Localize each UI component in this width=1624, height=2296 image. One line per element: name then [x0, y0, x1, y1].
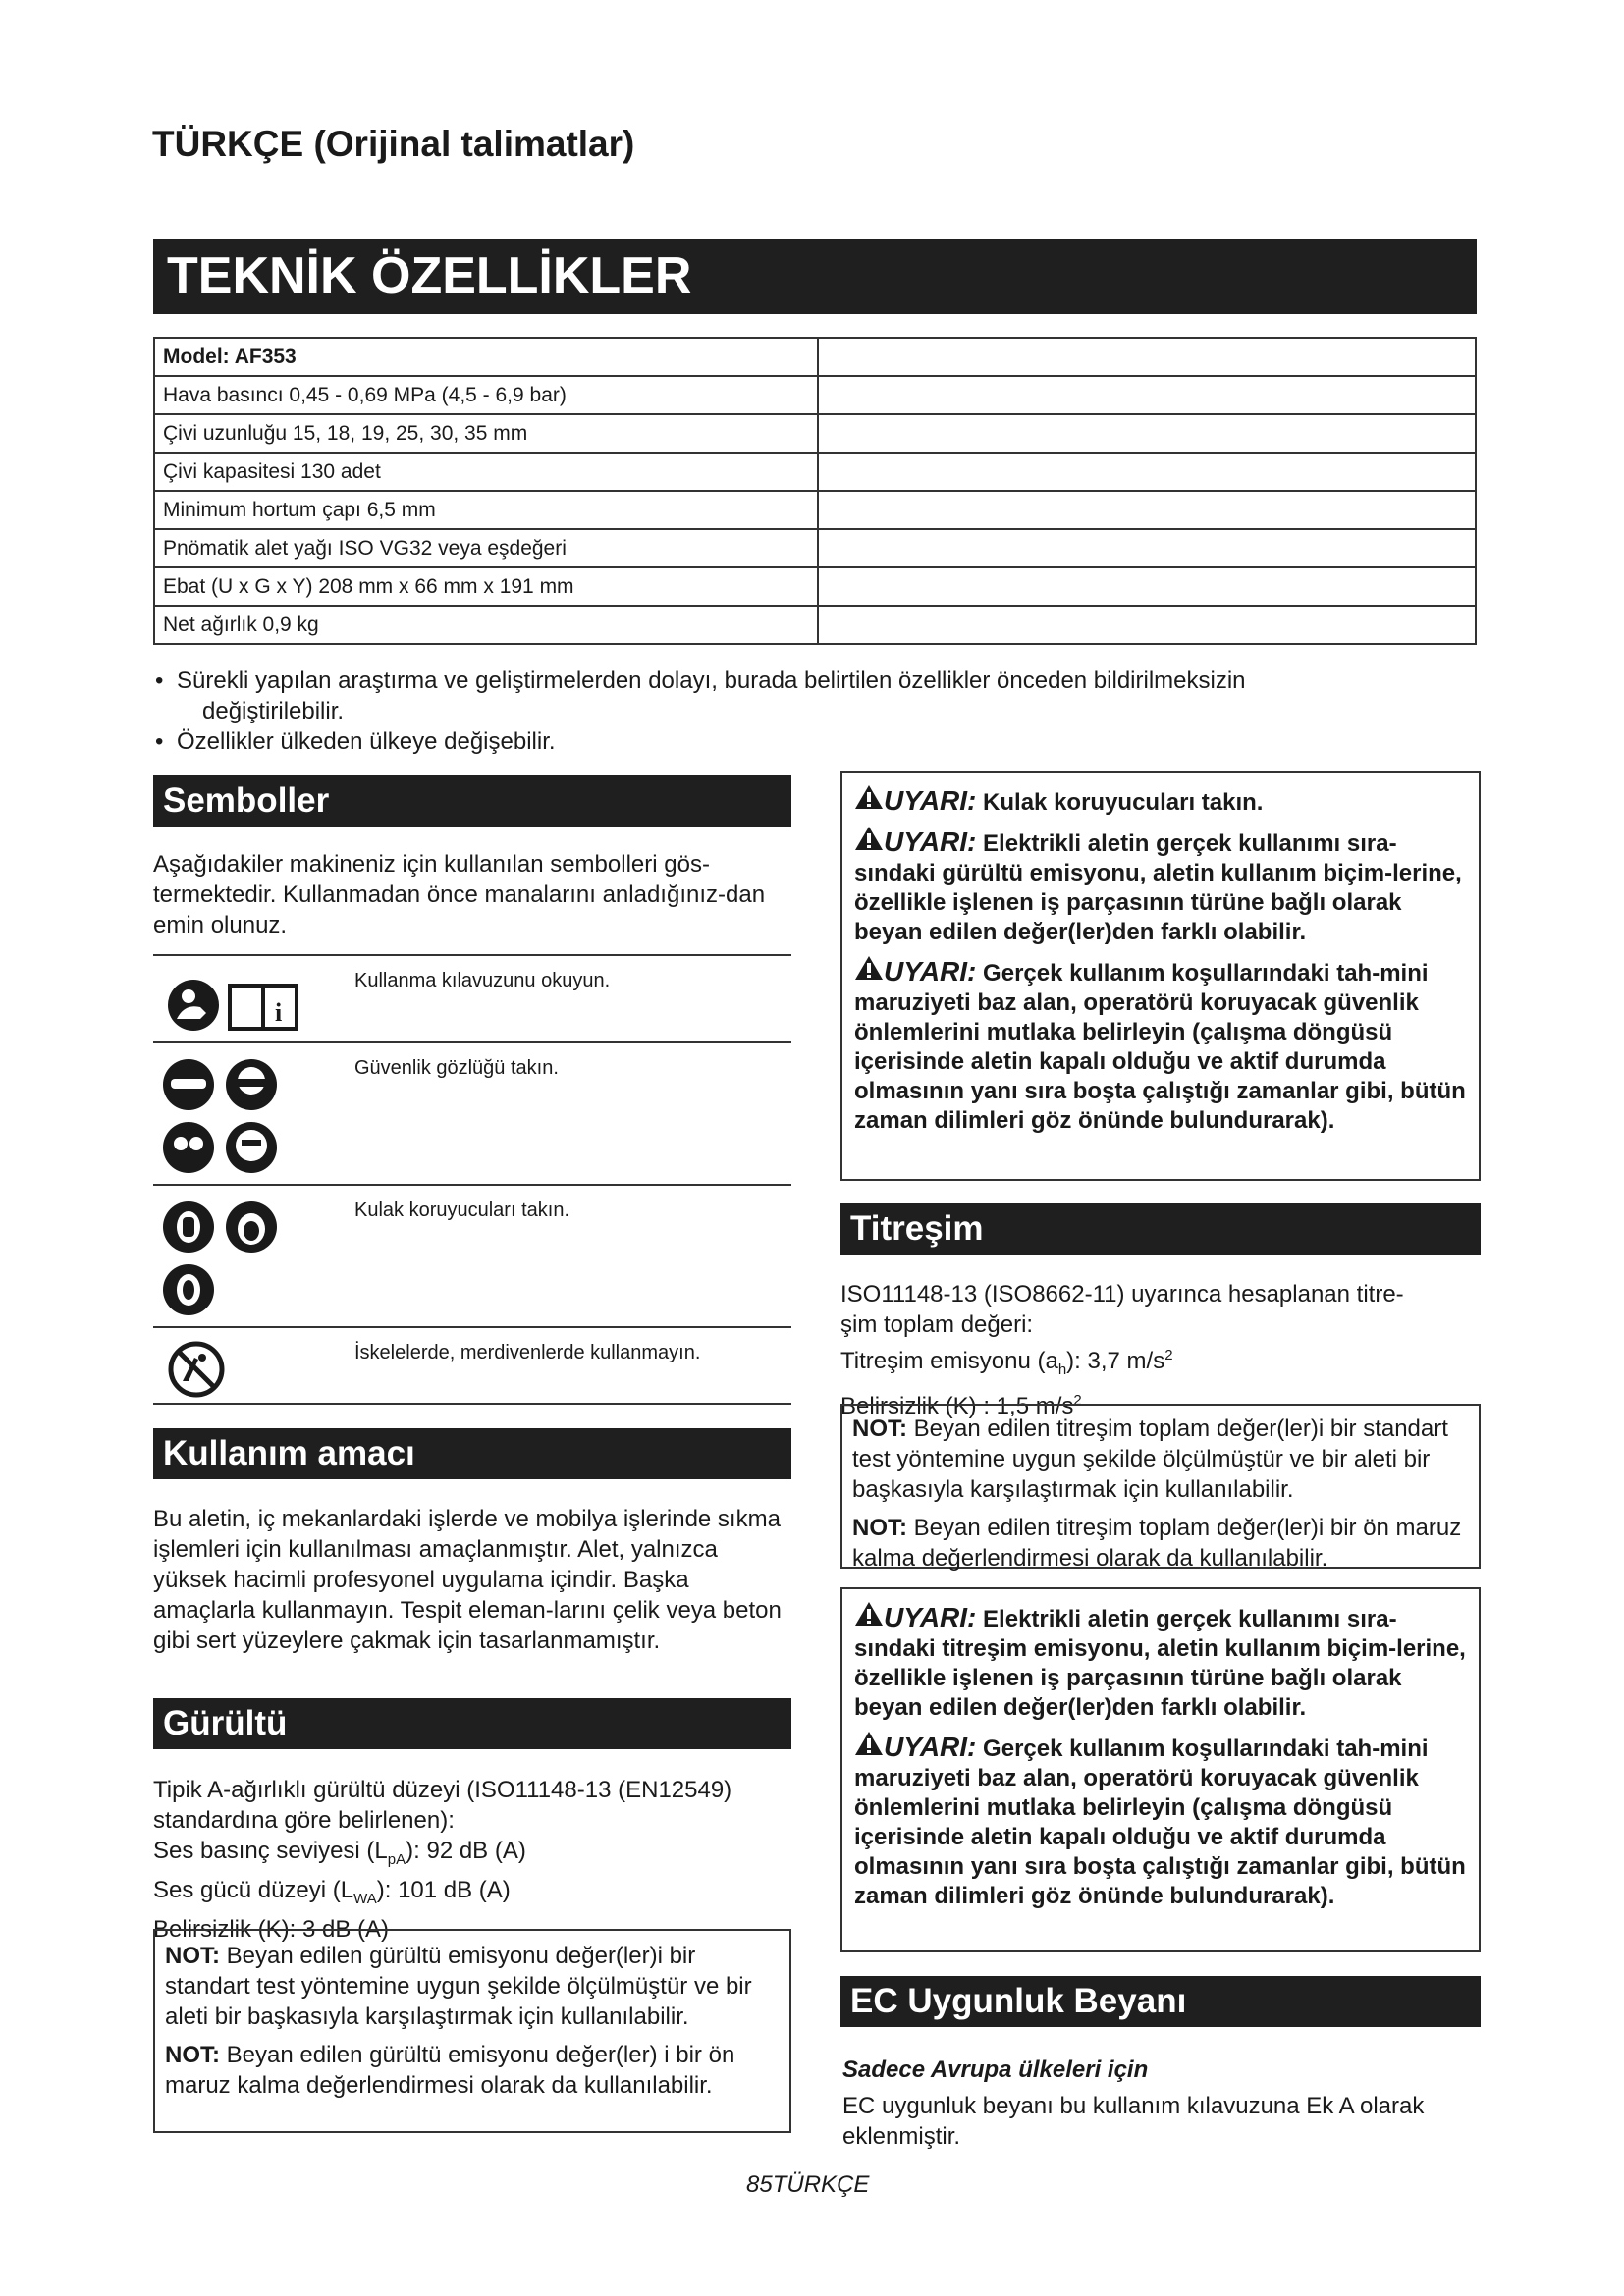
- symbol-row: [153, 954, 791, 1041]
- ec-heading: EC Uygunluk Beyanı: [840, 1976, 1481, 2027]
- vibration-warning-box: UYARI: Elektrikli aletin gerçek kullanımı sıra-sındaki titreşim emisyonu, aletin kullanım biçim-lerine, özellikle işlenen iş parçasının türüne bağlı olarak beyan edilen değer(ler)den farklı olabilir. UYARI: Gerçek kullanım koşullarındaki tah-mini maruziyeti baz alan, operatörü koruyacak güvenlik önlemlerini mutlaka belirleyin (çalışma döngüsü içerisinde aletin kapalı olduğu ve aktif durumda olmasının yanı sıra boşta çalıştığı zamanlar gibi, bütün zaman dilimleri göz önünde bulundurarak).: [840, 1587, 1481, 1952]
- spec-cell: Çivi kapasitesi 130 adet: [154, 453, 818, 491]
- spec-cell: Hava basıncı 0,45 - 0,69 MPa (4,5 - 6,9 bar): [154, 376, 818, 414]
- warning-icon: [854, 789, 884, 816]
- noise-note-box: NOT: Beyan edilen gürültü emisyonu değer(ler)i bir standart test yöntemine uygun şekilde ölçülmüştür ve bir aleti bir başkasıyla karşılaştırmak için kullanılabilir. NOT: Beyan edilen gürültü emisyonu değer(ler) i bir ön maruz kalma değerlendirmesi olarak da kullanılabilir.: [153, 1929, 791, 2133]
- ear-protection-icon: [161, 1194, 289, 1321]
- symbol-text: Güvenlik gözlüğü takın.: [354, 1057, 559, 1079]
- table-row: [154, 606, 1476, 644]
- safety-glasses-icon: [161, 1051, 289, 1179]
- vibration-heading: Titreşim: [840, 1203, 1481, 1255]
- symbol-text: İskelelerde, merdivenlerde kullanmayın.: [354, 1342, 701, 1363]
- symbols-intro: Aşağıdakiler makineniz için kullanılan sembolleri gös-termektedir. Kullanmadan önce manalarını anladığınız-dan emin olunuz.: [153, 851, 766, 938]
- warning-icon: [854, 830, 884, 857]
- vibration-text: ISO11148-13 (ISO8662-11) uyarınca hesaplanan titre- şim toplam değeri: Titreşim emisyonu $(a_h)$: 3,7 $m/s^2$ Belirsizlik (K) : 1,5 $m/s^2$: [840, 1281, 1404, 1419]
- spec-cell: Çivi uzunluğu 15, 18, 19, 25, 30, 35 mm: [154, 414, 818, 453]
- ec-subtitle: Sadece Avrupa ülkeleri için: [842, 2056, 1149, 2083]
- spec-cell: Ebat (U x G x Y) 208 mm x 66 mm x 191 mm: [154, 567, 818, 606]
- table-row: [154, 529, 1476, 567]
- spec-cell: Pnömatik alet yağı ISO VG32 veya eşdeğeri: [154, 529, 818, 567]
- page-number: 85TÜRKÇE: [746, 2171, 870, 2198]
- svg-text:i: i: [275, 998, 283, 1027]
- noise-heading: Gürültü: [153, 1698, 791, 1749]
- symbol-text: Kulak koruyucuları takın.: [354, 1200, 569, 1221]
- noise-text: Tipik A-ağırlıklı gürültü düzeyi (ISO11148-13 (EN12549) standardına göre belirlenen): Ses basınç seviyesi $(L_{pA})$: 92 dB (A) Ses gücü düzeyi $(L_{WA})$: 101 dB (A) Belirsizlik (K): 3 dB (A): [153, 1777, 732, 1943]
- spec-cell: Net ağırlık 0,9 kg: [154, 606, 818, 644]
- read-manual-icon: [161, 964, 308, 1033]
- list-item: • Özellikler ülkeden ülkeye değişebilir.: [153, 726, 1477, 757]
- symbol-row: [153, 1041, 791, 1184]
- table-row: [154, 453, 1476, 491]
- spec-cell: Minimum hortum çapı 6,5 mm: [154, 491, 818, 529]
- specs-title: TEKNİK ÖZELLİKLER: [153, 239, 1477, 314]
- table-row: [154, 414, 1476, 453]
- vibration-note-box: NOT: Beyan edilen titreşim toplam değer(ler)i bir standart test yöntemine uygun şekilde ölçülmüştür ve bir aleti bir başkasıyla karşılaştırmak için kullanılabilir. NOT: Beyan edilen titreşim toplam değer(ler)i bir ön maruz kalma değerlendirmesi olarak da kullanılabilir.: [840, 1404, 1481, 1569]
- ec-text: EC uygunluk beyanı bu kullanım kılavuzuna Ek A olarak eklenmiştir.: [842, 2093, 1425, 2150]
- symbols-heading: Semboller: [153, 775, 791, 827]
- purpose-text: Bu aletin, iç mekanlardaki işlerde ve mobilya işlerinde sıkma işlemleri için kullanılması amaçlanmıştır. Alet, yalnızca yüksek hacimli profesyonel uygulama içindir. Başka amaçlarla kullanmayın. Tespit eleman-larını çelik veya beton gibi sert yüzeylere çakmak için tasarlanmamıştır.: [153, 1506, 782, 1654]
- symbol-row: [153, 1184, 791, 1326]
- symbols-table: [153, 954, 791, 1405]
- noise-warning-box: UYARI: Kulak koruyucuları takın. UYARI: Elektrikli aletin gerçek kullanımı sıra-sındaki gürültü emisyonu, aletin kullanım biçim-lerine, özellikle işlenen iş parçasının türüne bağlı olarak beyan edilen değer(ler)den farklı olabilir. UYARI: Gerçek kullanım koşullarındaki tah-mini maruziyeti baz alan, operatörü koruyacak güvenlik önlemlerini mutlaka belirleyin (çalışma döngüsü içerisinde aletin kapalı olduğu ve aktif durumda olmasının yanı sıra boşta çalıştığı zamanlar gibi, bütün zaman dilimleri göz önünde bulundurarak).: [840, 771, 1481, 1181]
- purpose-heading: Kullanım amacı: [153, 1428, 791, 1479]
- page-language-title: TÜRKÇE (Orijinal talimatlar): [152, 124, 635, 164]
- specs-table: [153, 337, 1477, 645]
- spec-model: Model: AF353: [154, 338, 818, 376]
- warning-icon: [854, 1735, 884, 1762]
- warning-icon: [854, 960, 884, 987]
- warning-icon: [854, 1606, 884, 1632]
- table-row: [154, 376, 1476, 414]
- table-row: [154, 491, 1476, 529]
- list-item: • Sürekli yapılan araştırma ve geliştirmelerden dolayı, burada belirtilen özellikler önceden bildirilmeksizin değiştirilebilir.: [153, 666, 1477, 726]
- symbol-text: Kullanma kılavuzunu okuyun.: [354, 970, 611, 991]
- no-ladder-icon: [161, 1336, 230, 1405]
- spec-notes: [153, 666, 1477, 757]
- symbol-row: [153, 1326, 791, 1405]
- table-row: [154, 338, 1476, 376]
- table-row: [154, 567, 1476, 606]
